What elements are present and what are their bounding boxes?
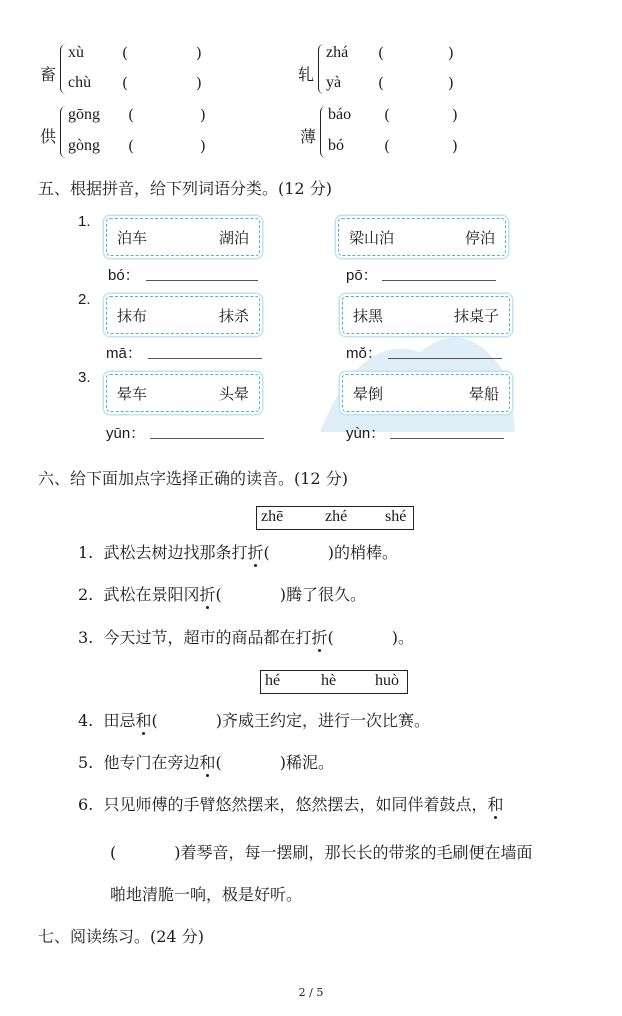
pinyin-label: bó： — [108, 267, 140, 284]
word: 晕倒 — [353, 385, 384, 403]
paren-close: ) — [452, 137, 458, 155]
sentence-5: 5. 他专门在旁边和( )稀泥。 — [78, 753, 334, 772]
pinyin-label: mǒ： — [346, 345, 382, 362]
paren-close: ) — [448, 44, 454, 62]
sentence-6-line-2: ( )着琴音，每一摆刷，那长长的带浆的毛刷便在墙面 — [110, 843, 533, 862]
section5-title: 五、根据拼音，给下列词语分类。(12 分) — [38, 179, 332, 198]
paren-open: ( — [384, 137, 390, 155]
paren-open: ( — [384, 106, 390, 124]
paren-open: ( — [128, 106, 134, 124]
word: 抹桌子 — [453, 307, 499, 325]
pinyin-reading: báo — [328, 106, 352, 123]
word-box — [106, 374, 260, 412]
pinyin-label: yùn： — [346, 425, 386, 442]
sentence-number: 2. — [78, 585, 94, 604]
item-number: 1. — [78, 213, 91, 230]
pinyin-option: hé — [265, 672, 281, 689]
pinyin-options-box-1 — [256, 506, 414, 530]
pinyin-option: hè — [321, 672, 337, 689]
dotted-char: 折 — [199, 585, 216, 604]
word: 头晕 — [218, 385, 249, 403]
word: 抹黑 — [353, 307, 384, 325]
paren-close: ) — [200, 137, 206, 155]
dotted-char: 和 — [199, 753, 216, 772]
answer-line[interactable] — [148, 358, 262, 359]
pinyin-options-box-2 — [260, 670, 408, 694]
section7-title: 七、阅读练习。(24 分) — [38, 927, 204, 946]
sentence-number: 6. — [78, 795, 94, 814]
polyphone-char: 薄 — [300, 127, 317, 146]
polyphone-char: 轧 — [298, 65, 315, 84]
paren-close: ) — [452, 106, 458, 124]
pinyin-reading: xù — [68, 44, 84, 61]
polyphone-char: 畜 — [40, 65, 57, 84]
paren-open: ( — [122, 74, 128, 92]
dotted-char: 折 — [311, 628, 328, 647]
dotted-char: 和 — [487, 795, 504, 814]
pinyin-label: mā： — [106, 345, 142, 362]
paren-open: ( — [122, 44, 128, 62]
pinyin-option: huò — [375, 672, 399, 689]
sentence-number: 1. — [78, 543, 94, 562]
word-box — [342, 374, 510, 412]
word: 梁山泊 — [349, 229, 395, 247]
pinyin-reading: yà — [326, 74, 342, 91]
pinyin-label: pō： — [346, 267, 378, 284]
paren-close: ) — [200, 106, 206, 124]
word-box — [106, 296, 260, 334]
paren-open: ( — [128, 137, 134, 155]
page-number: 2 / 5 — [298, 986, 324, 999]
sentence-6-line-1: 6. 只见师傅的手臂悠然摆来，悠然摆去，如同伴着鼓点，和 — [78, 795, 504, 814]
dotted-char: 折 — [247, 543, 264, 562]
answer-line[interactable] — [150, 438, 264, 439]
sentence-3: 3. 今天过节，超市的商品都在打折( )。 — [78, 628, 414, 647]
pinyin-reading: gòng — [68, 137, 100, 154]
pinyin-label: yūn： — [106, 425, 146, 442]
word-box — [338, 218, 506, 256]
pinyin-reading: gōng — [68, 106, 100, 123]
answer-line[interactable] — [382, 280, 496, 281]
word: 晕车 — [117, 385, 148, 403]
pinyin-reading: chù — [68, 74, 92, 91]
sentence-2: 2. 武松在景阳冈折( )腾了很久。 — [78, 585, 366, 604]
item-number: 2. — [78, 291, 91, 308]
paren-open: ( — [378, 44, 384, 62]
paren-open: ( — [378, 74, 384, 92]
sentence-number: 5. — [78, 753, 94, 772]
item-number: 3. — [78, 369, 91, 386]
sentence-4: 4. 田忌和( )齐威王约定，进行一次比赛。 — [78, 711, 430, 730]
sentence-number: 3. — [78, 628, 94, 647]
pinyin-option: zhé — [325, 508, 348, 525]
answer-line[interactable] — [388, 358, 502, 359]
dotted-char: 和 — [135, 711, 152, 730]
word: 泊车 — [117, 229, 148, 247]
answer-line[interactable] — [390, 438, 504, 439]
sentence-1: 1. 武松去树边找那条打折( )的梢棒。 — [78, 543, 398, 562]
word: 抹杀 — [218, 307, 249, 325]
word: 湖泊 — [218, 229, 249, 247]
sentence-number: 4. — [78, 711, 94, 730]
paren-close: ) — [196, 74, 202, 92]
pinyin-reading: zhá — [326, 44, 349, 61]
pinyin-option: shé — [385, 508, 407, 525]
paren-close: ) — [196, 44, 202, 62]
word: 晕船 — [468, 385, 499, 403]
word-box — [342, 296, 510, 334]
pinyin-option: zhē — [261, 508, 284, 525]
pinyin-reading: bó — [328, 137, 344, 154]
word: 停泊 — [464, 229, 495, 247]
word-box — [106, 218, 260, 256]
paren-close: ) — [448, 74, 454, 92]
answer-line[interactable] — [146, 280, 258, 281]
polyphone-char: 供 — [40, 127, 57, 146]
word: 抹布 — [117, 307, 148, 325]
sentence-6-line-3: 啪地清脆一响，极是好听。 — [110, 885, 303, 904]
section6-title: 六、给下面加点字选择正确的读音。(12 分) — [38, 469, 348, 488]
